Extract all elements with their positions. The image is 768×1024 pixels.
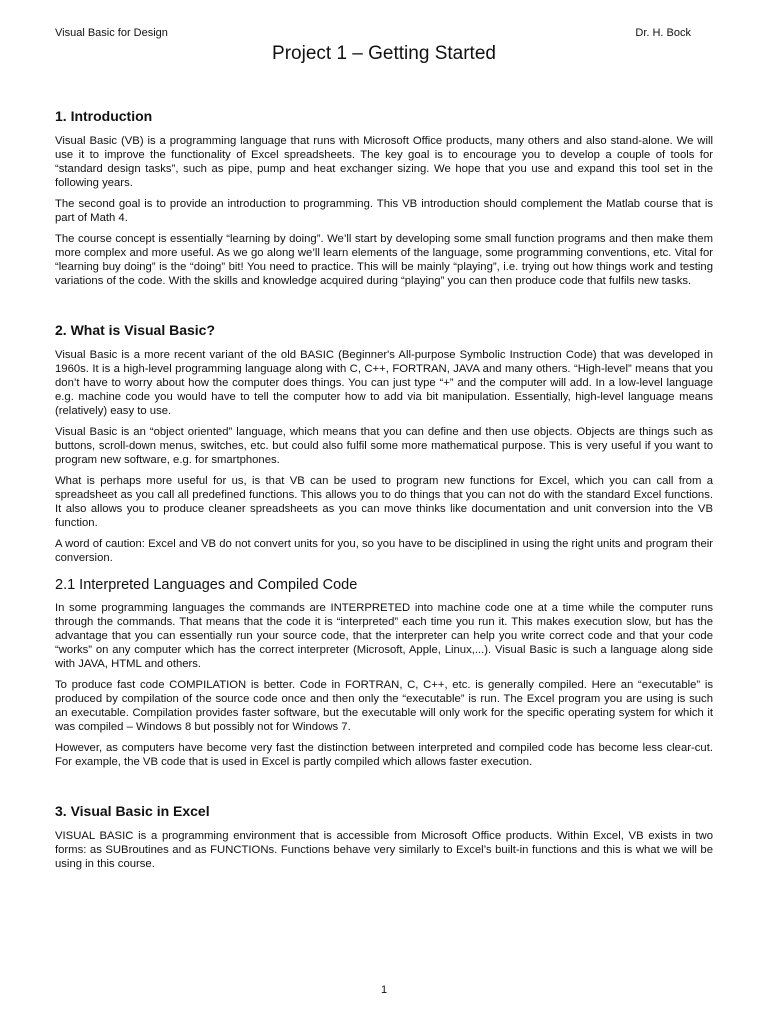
paragraph: The course concept is essentially “learning by doing”. We’ll start by developing some small function programs and then make them more complex and more useful. As we go along we’ll learn elements of the language, some programming conventions, etc. Vital for “learning buy doing” is the “doing” bit! You need to practice. This will be mainly “playing”, i.e. trying out how things work and testing variations of the code. With the skills and knowledge acquired during “playing” you can then produce code that fulfils new tasks. <box>55 233 713 287</box>
paragraph: To produce fast code COMPILATION is better. Code in FORTRAN, C, C++, etc. is generally compiled. Here an “executable” is produced by compilation of the source code once and then only the “executable” is run. The Excel program you are using is such an executable. Compilation provides faster software, but the executable will only work for the specific operating system for which it was compiled – Windows 8 but possibly not for Windows 7. <box>55 679 713 733</box>
paragraph: In some programming languages the commands are INTERPRETED into machine code one at a time while the computer runs through the commands. That means that the code it is “interpreted” each time you run it. This makes execution slow, but has the advantage that you can essentially run your source code, that the interpreter can help you write correct code and that your code “works” on any computer which has the correct interpreter (Microsoft, Apple, Linux,...). Visual Basic is such a language along side with JAVA, HTML and others. <box>55 602 713 670</box>
paragraph: Visual Basic is a more recent variant of the old BASIC (Beginner's All-purpose Symbolic Instruction Code) that was developed in 1960s. It is a high-level programming language along with C, C++, FORTRAN, JAVA and many others. “High-level” means that you don’t have to worry about how the computer does things. You can just type “+” and the computer will add. In a low-level language e.g. machine code you would have to tell the computer how to add via bit manipulation. Essentially, high-level language means (relatively) easy to use. <box>55 349 713 417</box>
subsection-heading: 2.1 Interpreted Languages and Compiled Code <box>55 577 358 593</box>
section-heading: 1. Introduction <box>55 108 153 124</box>
section-heading: 3. Visual Basic in Excel <box>55 803 210 819</box>
section-heading: 2. What is Visual Basic? <box>55 322 216 338</box>
paragraph: A word of caution: Excel and VB do not convert units for you, so you have to be disciplined in using the right units and program their conversion. <box>55 538 713 564</box>
paragraph: VISUAL BASIC is a programming environment that is accessible from Microsoft Office products. Within Excel, VB exists in two forms: as SUBroutines and as FUNCTIONs. Functions behave very similarly to Excel’s built-in functions and this is what we will be using in this course. <box>55 830 713 870</box>
section-what-is-vb <box>55 320 713 565</box>
paragraph: Visual Basic (VB) is a programming language that runs with Microsoft Office products, many others and also stand-alone. We will use it to improve the functionality of Excel spreadsheets. The key goal is to encourage you to develop a couple of tools for “standard design tasks”, such as pipe, pump and heat exchanger sizing. We hope that you use and expand this tool set in the following years. <box>55 135 713 189</box>
header-course-title: Visual Basic for Design <box>55 27 168 39</box>
paragraph: What is perhaps more useful for us, is that VB can be used to program new functions for Excel, which you can call from a spreadsheet as you call all predefined functions. This allows you to do things that you can not do with the standard Excel functions. It also allows you to produce cleaner spreadsheets as you can move thinks like documentation and unit conversion into the VB function. <box>55 475 713 529</box>
section-interpreted-compiled <box>55 575 713 769</box>
section-introduction <box>55 106 713 288</box>
paragraph: However, as computers have become very fast the distinction between interpreted and compiled code has become less clear-cut. For example, the VB code that is used in Excel is partly compiled which allows faster execution. <box>55 742 713 768</box>
header-author: Dr. H. Bock <box>635 27 691 39</box>
page-number: 1 <box>380 984 388 996</box>
paragraph: The second goal is to provide an introduction to programming. This VB introduction should complement the Matlab course that is part of Math 4. <box>55 198 713 224</box>
page-header <box>55 26 691 40</box>
document-title: Project 1 – Getting Started <box>272 43 496 64</box>
document-body <box>55 106 713 903</box>
section-vb-in-excel <box>55 801 713 871</box>
paragraph: Visual Basic is an “object oriented” language, which means that you can define and then use objects. Objects are things such as buttons, scroll-down menus, switches, etc. but could also fulfil some more mathematical purpose. This is very useful if you want to program new software, e.g. for smartphones. <box>55 426 713 466</box>
